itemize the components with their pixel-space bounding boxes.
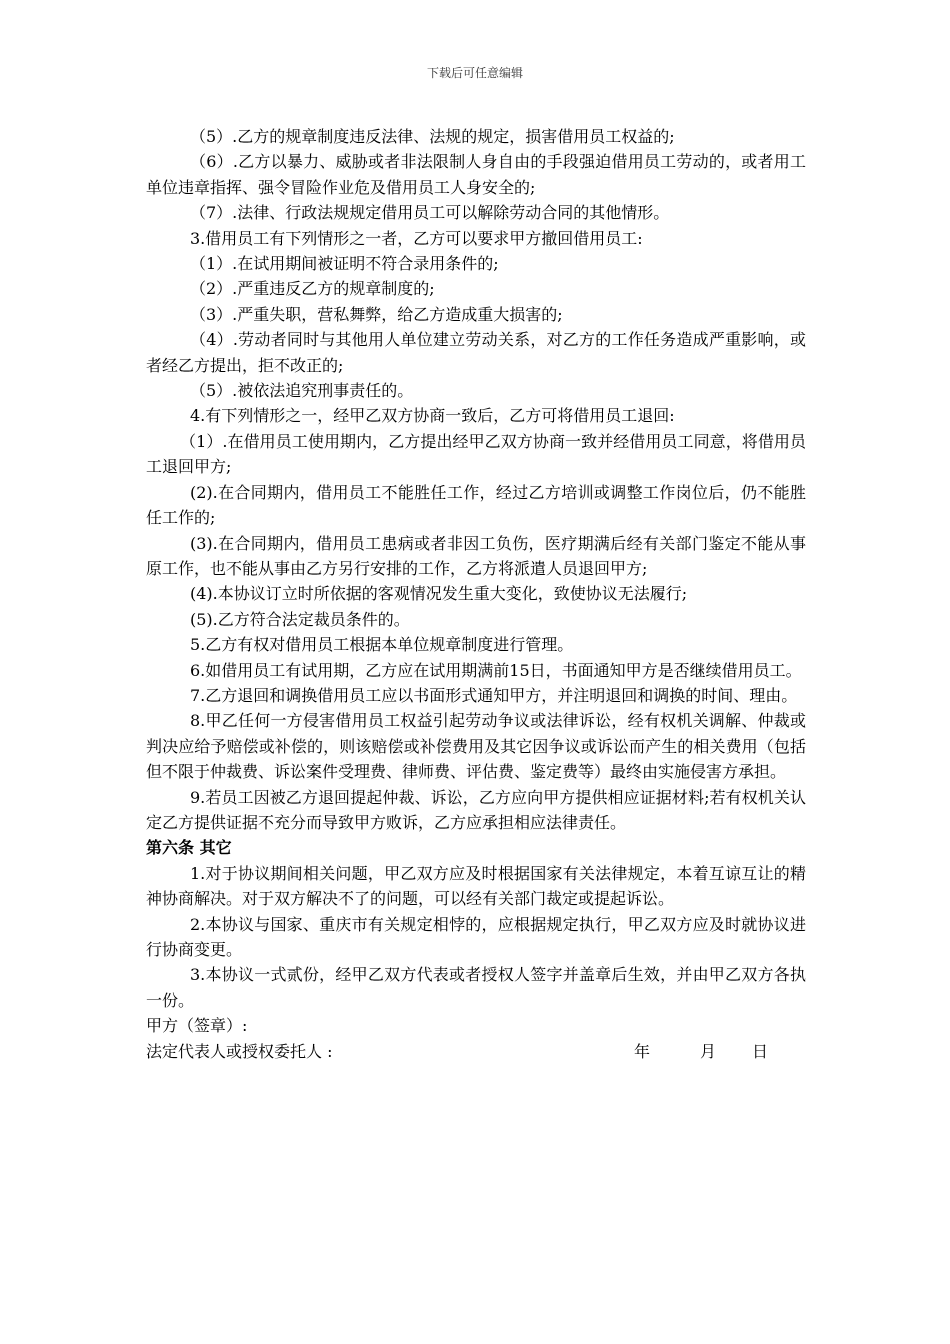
signature-date [634,1039,768,1064]
clause-paragraph: 5.乙方有权对借用员工根据本单位规章制度进行管理。 [190,635,574,655]
clause-paragraph: 6.如借用员工有试用期，乙方应在试用期满前15日，书面通知甲方是否继续借用员工。 [190,660,802,680]
clause-paragraph: （2）.严重违反乙方的规章制度的; [190,279,435,299]
clause-paragraph: 9.若员工因被乙方退回提起仲裁、诉讼，乙方应向甲方提供相应证据材料;若有权机关认定乙方提供证据不充分而导致甲方败诉，乙方应承担相应法律责任。 [146,787,806,832]
clause-paragraph: （6）.乙方以暴力、威胁或者非法限制人身自由的手段强迫借用员工劳动的，或者用工单位违章指挥、强令冒险作业危及借用员工人身安全的; [146,152,806,197]
section-clause-list [146,861,806,1013]
clause-paragraph: 3.本协议一式贰份，经甲乙双方代表或者授权人签字并盖章后生效，并由甲乙双方各执一份。 [146,965,806,1010]
clause-paragraph: (4).本协议订立时所依据的客观情况发生重大变化，致使协议无法履行; [190,584,688,604]
party-a-signature-line: 甲方（签章）: [146,1016,248,1036]
representative-label: 法定代表人或授权委托人 : [146,1041,333,1061]
section-heading: 第六条 其它 [146,838,232,858]
date-month-label: 月 [700,1041,717,1061]
clause-paragraph: （5）.被依法追究刑事责任的。 [190,381,414,401]
clause-paragraph: (5).乙方符合法定裁员条件的。 [190,609,410,629]
clause-paragraph: 4.有下列情形之一，经甲乙双方协商一致后，乙方可将借用员工退回: [190,406,675,426]
clause-paragraph: 7.乙方退回和调换借用员工应以书面形式通知甲方，并注明退回和调换的时间、理由。 [190,685,798,705]
clause-paragraph: 8.甲乙任何一方侵害借用员工权益引起劳动争议或法律诉讼，经有权机关调解、仲裁或判决应给予赔偿或补偿的，则该赔偿或补偿费用及其它因争议或诉讼而产生的相关费用（包括但不限于仲裁费、诉讼案件受理费、律师费、评估费、鉴定费等）最终由实施侵害方承担。 [146,711,806,782]
clause-paragraph: （4）.劳动者同时与其他用人单位建立劳动关系，对乙方的工作任务造成严重影响，或者经乙方提出，拒不改正的; [146,330,806,375]
clause-list [146,124,806,835]
clause-paragraph: 2.本协议与国家、重庆市有关规定相悖的，应根据规定执行，甲乙双方应及时就协议进行协商变更。 [146,914,806,959]
representative-signature-line [146,1039,806,1064]
clause-paragraph: （1）.在试用期间被证明不符合录用条件的; [190,254,499,274]
clause-paragraph: （1）.在借用员工使用期内，乙方提出经甲乙双方协商一致并经借用员工同意，将借用员工退回甲方; [146,431,806,477]
date-day-label: 日 [752,1041,769,1061]
document-body [146,124,806,1064]
clause-paragraph: (2).在合同期内，借用员工不能胜任工作，经过乙方培训或调整工作岗位后，仍不能胜任工作的; [146,482,806,528]
date-year-label: 年 [634,1041,651,1061]
clause-paragraph: (3).在合同期内，借用员工患病或者非因工负伤，医疗期满后经有关部门鉴定不能从事原工作，也不能从事由乙方另行安排的工作，乙方将派遣人员退回甲方; [146,533,806,578]
clause-paragraph: （3）.严重失职，营私舞弊，给乙方造成重大损害的; [190,304,563,324]
clause-paragraph: （5）.乙方的规章制度违反法律、法规的规定，损害借用员工权益的; [190,127,675,146]
clause-paragraph: 3.借用员工有下列情形之一者，乙方可以要求甲方撤回借用员工: [190,228,643,248]
page-header: 下载后可任意编辑 [426,66,523,80]
clause-paragraph: （7）.法律、行政法规规定借用员工可以解除劳动合同的其他情形。 [190,203,670,223]
clause-paragraph: 1.对于协议期间相关问题，甲乙双方应及时根据国家有关法律规定，本着互谅互让的精神协商解决。对于双方解决不了的问题，可以经有关部门裁定或提起诉讼。 [146,863,806,909]
